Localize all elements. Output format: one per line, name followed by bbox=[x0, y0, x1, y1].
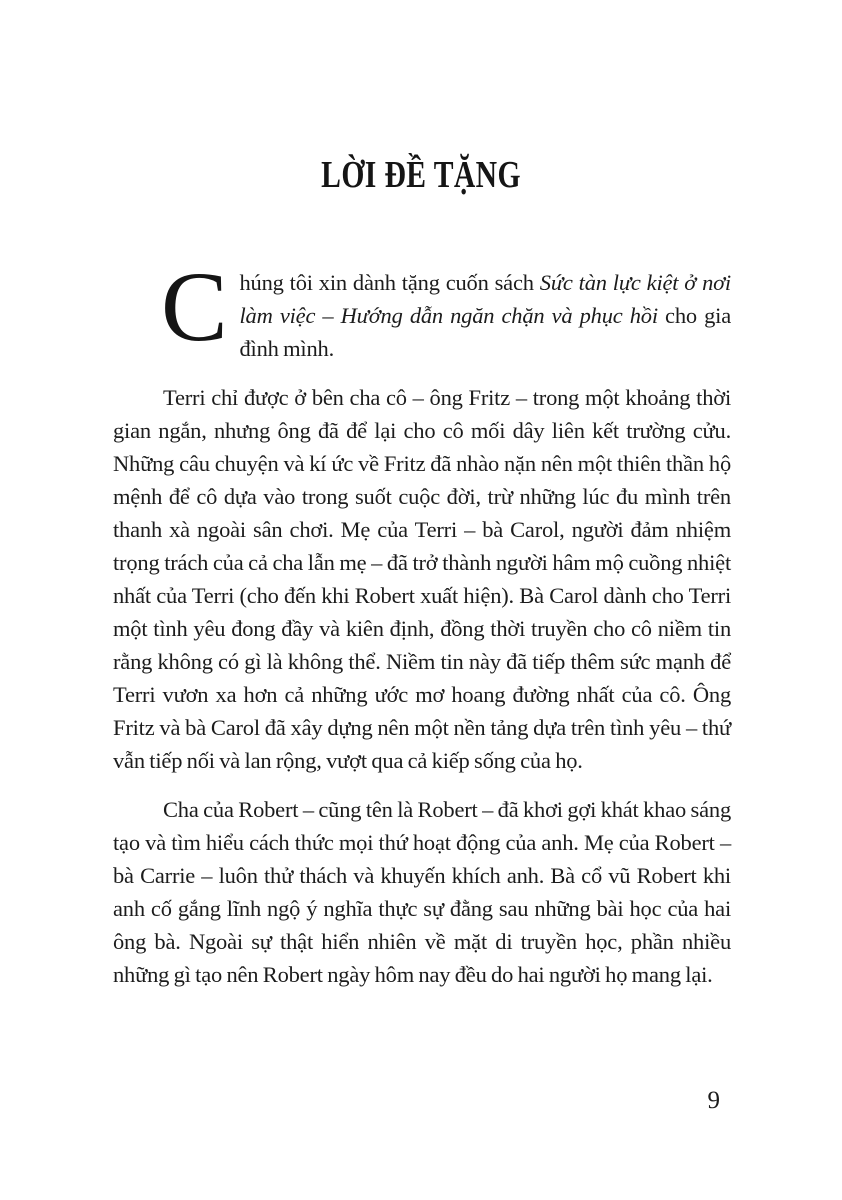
dedication-tail-text: cho gia đình mình. bbox=[239, 303, 731, 361]
book-title-italic: Sức tàn lực kiệt ở nơi làm việc – Hướng dẫn ngăn chặn và phục hồi bbox=[239, 270, 731, 328]
drop-cap-letter: C bbox=[161, 251, 228, 362]
dedication-paragraph bbox=[113, 251, 731, 365]
dedication-lead-text: húng tôi xin dành tặng cuốn sách bbox=[239, 270, 540, 295]
chapter-title: LỜI ĐỀ TẶNG bbox=[321, 154, 521, 196]
chapter-title-container bbox=[0, 152, 842, 200]
page-body-text bbox=[113, 251, 731, 1007]
paragraph-robert: Cha của Robert – cũng tên là Robert – đã khơi gợi khát khao sáng tạo và tìm hiểu cách thức mọi thứ hoạt động của anh. Mẹ của Robert – bà Carrie – luôn thử thách và khuyến khích anh. Bà cổ vũ Robert khi anh cố gắng lĩnh ngộ ý nghĩa thực sự đằng sau những bài học của hai ông bà. Ngoài sự thật hiển nhiên về mặt di truyền học, phần nhiều những gì tạo nên Robert ngày hôm nay đều do hai người họ mang lại. bbox=[113, 797, 731, 987]
page-number: 9 bbox=[707, 1087, 720, 1114]
paragraph-terri: Terri chỉ được ở bên cha cô – ông Fritz – trong một khoảng thời gian ngắn, nhưng ông đã để lại cho cô mối dây liên kết trường cửu. Những câu chuyện và kí ức về Fritz đã nhào nặn nên một thiên thần hộ mệnh để cô dựa vào trong suốt cuộc đời, trừ những lúc đu mình trên thanh xà ngoài sân chơi. Mẹ của Terri – bà Carol, người đảm nhiệm trọng trách của cả cha lẫn mẹ – đã trở thành người hâm mộ cuồng nhiệt nhất của Terri (cho đến khi Robert xuất hiện). Bà Carol dành cho Terri một tình yêu đong đầy và kiên định, đồng thời truyền cho cô niềm tin rằng không có gì là không thể. Niềm tin này đã tiếp thêm sức mạnh để Terri vươn xa hơn cả những ước mơ hoang đường nhất của cô. Ông Fritz và bà Carol đã xây dựng nên một nền tảng dựa trên tình yêu – thứ vẫn tiếp nối và lan rộng, vượt qua cả kiếp sống của họ. bbox=[113, 385, 731, 773]
